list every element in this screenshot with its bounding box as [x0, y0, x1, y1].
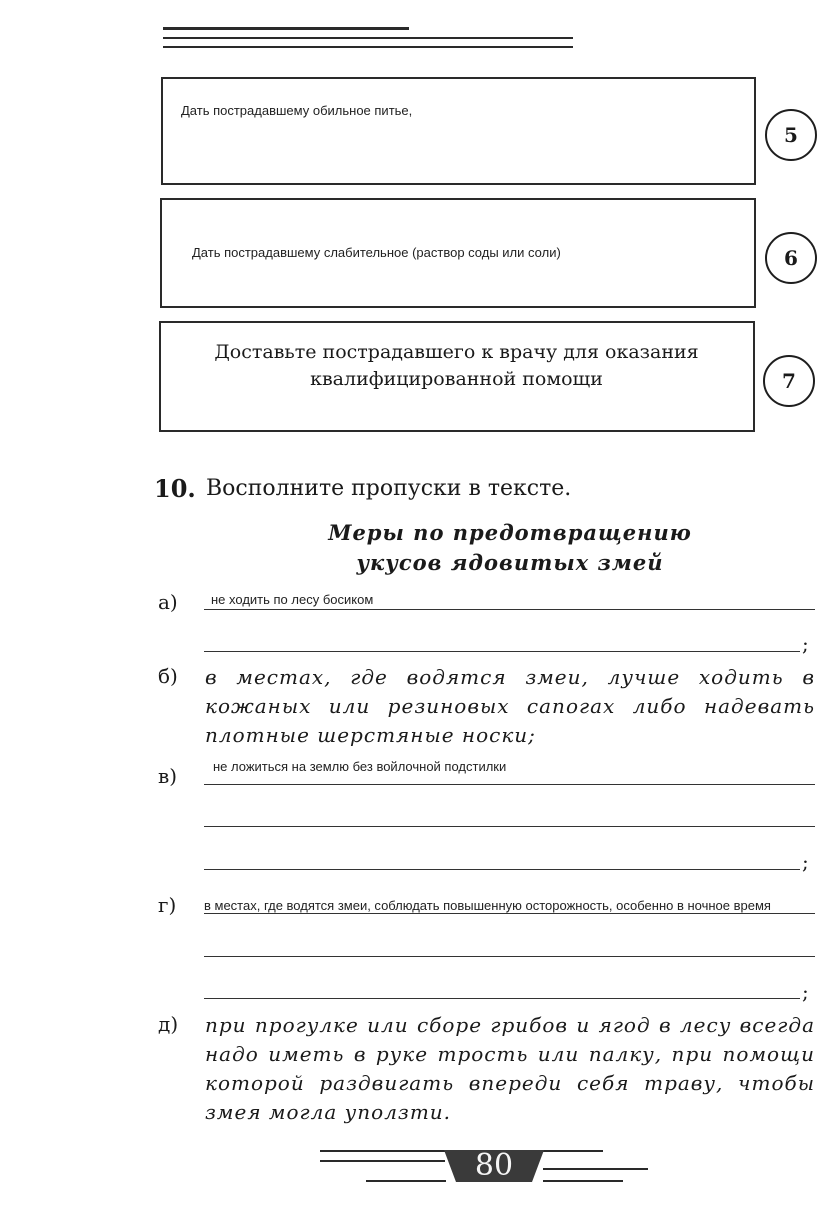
step-box-7-text: Доставьте пострадавшего к врачу для оказания квалифицированной помощи	[214, 341, 699, 390]
top-decor-rule-3	[163, 46, 573, 48]
step-box-7	[159, 321, 755, 432]
top-decor-rule-2	[163, 37, 573, 39]
item-v-line-3	[204, 869, 800, 870]
item-v-line-1	[204, 784, 815, 785]
footer-rule-left-2	[320, 1160, 445, 1162]
footer-rule-left-1	[320, 1150, 445, 1152]
item-v-end: ;	[802, 850, 809, 874]
step-box-5-text: Дать пострадавшему обильное питье,	[181, 103, 413, 118]
item-a-letter: а)	[158, 590, 178, 614]
item-v-answer: не ложиться на землю без войлочной подстилки	[213, 759, 507, 774]
page-number: 80	[474, 1148, 514, 1183]
item-v-line-2	[204, 826, 815, 827]
footer-rule-right-3	[543, 1180, 623, 1182]
step-box-6	[160, 198, 756, 308]
section-heading-line-2: укусов ядовитых змей	[356, 550, 664, 575]
item-g-answer: в местах, где водятся змеи, соблюдать повышенную осторожность, особенно в ночное время	[204, 898, 771, 913]
item-v-letter: в)	[158, 764, 178, 788]
footer-rule-right-1	[543, 1150, 603, 1152]
item-a-line-2	[204, 651, 800, 652]
item-g-line-2	[204, 956, 815, 957]
top-decor-rule-1	[163, 27, 409, 30]
item-a-line-1	[204, 609, 815, 610]
step-number-5: 5	[765, 109, 817, 161]
item-d-text: при прогулке или сборе грибов и ягод в лесу всегда надо иметь в руке трость или палку, при помощи которой раздвигать впереди себя траву, чтобы змея могла уползти.	[205, 1013, 815, 1124]
item-g-line-3	[204, 998, 800, 999]
item-b-text: в местах, где водятся змеи, лучше ходить в кожаных или резиновых сапогах либо надевать плотные шерстяные носки;	[205, 665, 815, 747]
item-d-letter: д)	[158, 1012, 179, 1036]
item-a-end: ;	[802, 632, 809, 656]
footer-rule-right-2	[543, 1168, 648, 1170]
item-g-end: ;	[802, 980, 809, 1004]
step-number-7: 7	[763, 355, 815, 407]
step-box-6-text: Дать пострадавшему слабительное (раствор соды или соли)	[192, 245, 561, 260]
task-instruction: Восполните пропуски в тексте.	[206, 476, 572, 501]
section-heading-line-1: Меры по предотвращению	[328, 520, 692, 545]
item-g-line-1	[204, 913, 815, 914]
item-g-letter: г)	[158, 893, 177, 917]
item-a-answer: не ходить по лесу босиком	[211, 592, 374, 607]
step-box-5	[161, 77, 756, 185]
item-b-letter: б)	[158, 664, 178, 688]
step-number-6: 6	[765, 232, 817, 284]
task-number: 10.	[154, 474, 196, 503]
footer-rule-left-3	[366, 1180, 446, 1182]
